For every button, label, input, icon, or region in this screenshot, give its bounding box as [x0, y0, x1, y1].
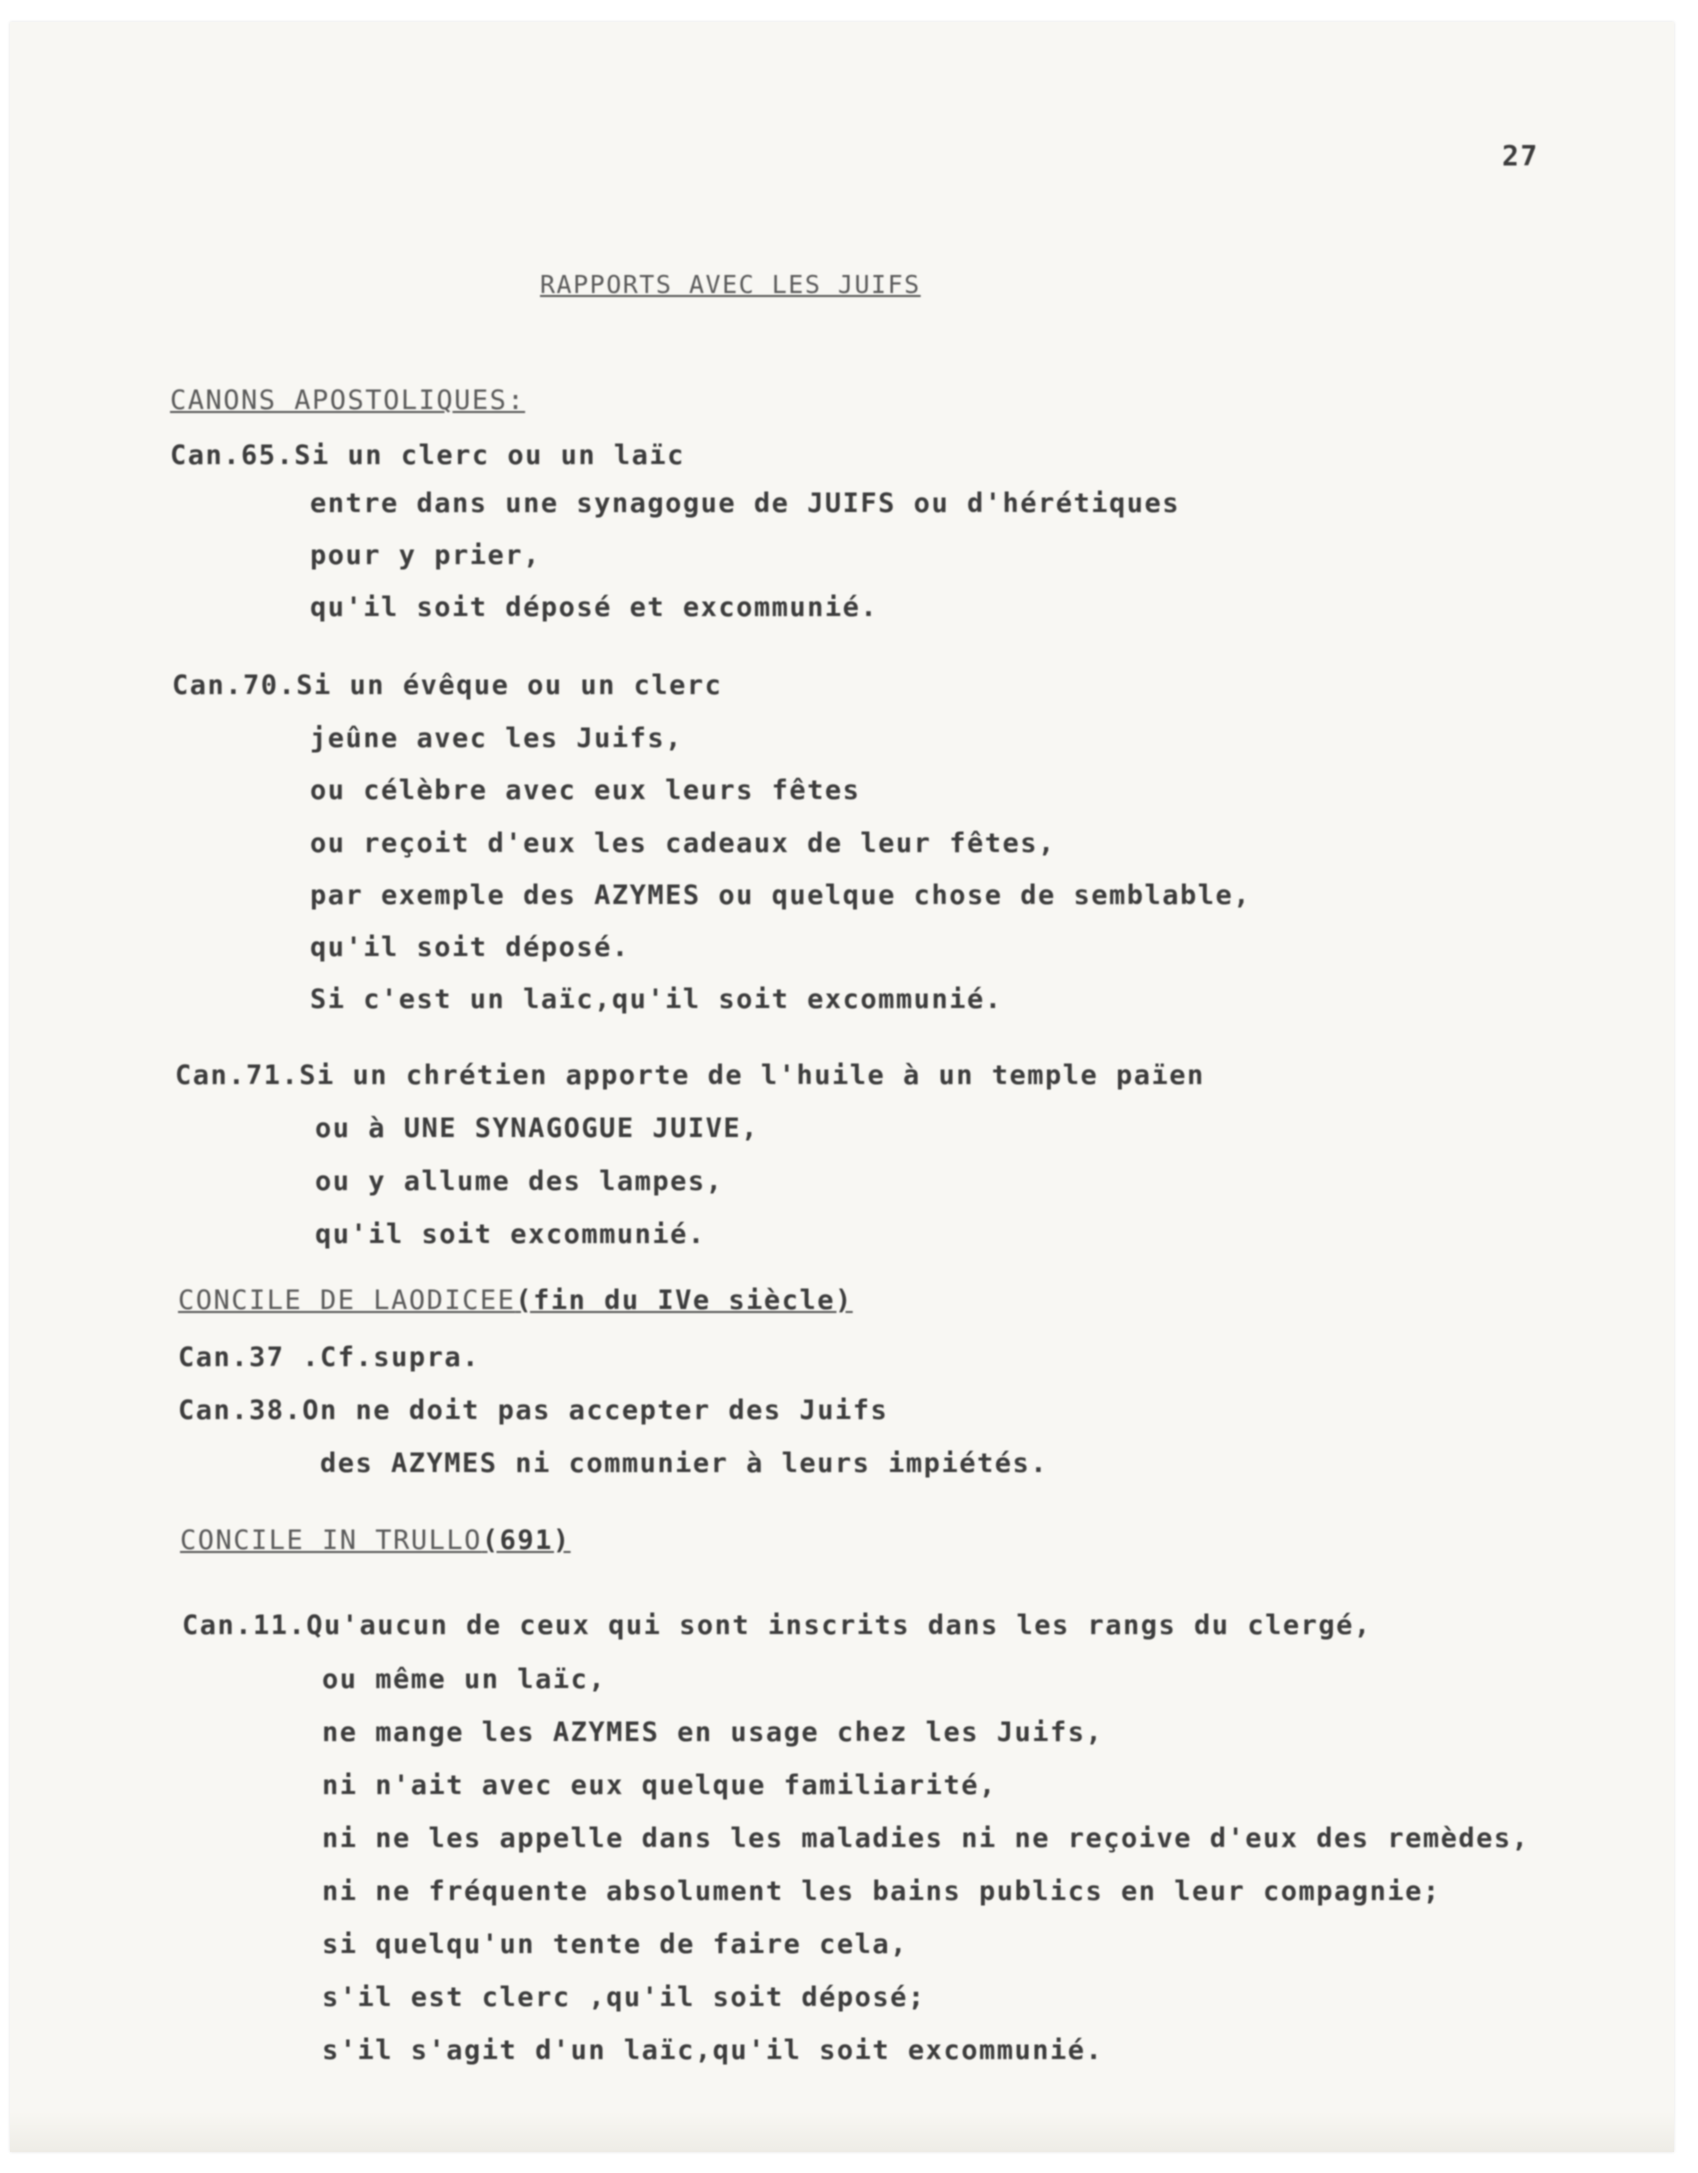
canon-line: Can.38.On ne doit pas accepter des Juifs [178, 1395, 889, 1426]
canon-line: si quelqu'un tente de faire cela, [322, 1929, 908, 1960]
canon-line: Can.65.Si un clerc ou un laïc [170, 440, 685, 471]
canon-line: jeûne avec les Juifs, [310, 723, 683, 754]
canon-line: Can.70.Si un évêque ou un clerc [172, 670, 723, 701]
document-page [10, 22, 1674, 2152]
canon-line: ne mange les AZYMES en usage chez les Juifs, [322, 1717, 1104, 1748]
canon-line: ou reçoit d'eux les cadeaux de leur fêtes, [310, 828, 1056, 859]
canon-line: ou y allume des lampes, [315, 1166, 724, 1197]
section-heading [180, 1527, 571, 1554]
section-heading-text: CONCILE IN TRULLO [180, 1525, 482, 1556]
section-heading-tail: (fin du IVe siècle) [515, 1285, 853, 1316]
canon-line: ni n'ait avec eux quelque familiarité, [322, 1770, 997, 1801]
canon-line: ou même un laïc, [322, 1664, 607, 1695]
page-number: 27 [1502, 139, 1539, 172]
canon-line: Can.37 .Cf.supra. [178, 1342, 480, 1373]
canon-line: Can.11.Qu'aucun de ceux qui sont inscrits dans les rangs du clergé, [182, 1610, 1372, 1641]
section-heading [178, 1287, 853, 1314]
canon-line: ou célèbre avec eux leurs fêtes [310, 775, 861, 806]
canon-line: Can.71.Si un chrétien apporte de l'huile à un temple païen [175, 1060, 1205, 1091]
section-heading [170, 387, 525, 414]
canon-line: entre dans une synagogue de JUIFS ou d'hérétiques [310, 488, 1181, 519]
canon-line: qu'il soit déposé et excommunié. [310, 592, 879, 623]
canon-line: pour y prier, [310, 540, 541, 571]
section-heading-text: CONCILE DE LAODICEE [178, 1285, 516, 1316]
canon-line: ni ne les appelle dans les maladies ni ne reçoive d'eux des remèdes, [322, 1823, 1530, 1854]
canon-line: des AZYMES ni communier à leurs impiétés. [320, 1448, 1048, 1479]
section-heading-tail: (691) [481, 1525, 571, 1556]
canon-line: s'il est clerc ,qu'il soit déposé; [322, 1982, 926, 2013]
canon-line: par exemple des AZYMES ou quelque chose de semblable, [310, 880, 1252, 911]
canon-line: qu'il soit excommunié. [315, 1219, 706, 1250]
document-title: RAPPORTS AVEC LES JUIFS [540, 270, 921, 299]
canon-line: ou à UNE SYNAGOGUE JUIVE, [315, 1113, 759, 1144]
canon-line: qu'il soit déposé. [310, 932, 630, 963]
canon-line: ni ne fréquente absolument les bains publics en leur compagnie; [322, 1876, 1441, 1907]
canon-line: Si c'est un laïc,qu'il soit excommunié. [310, 984, 1003, 1015]
section-heading-text: CANONS APOSTOLIQUES: [170, 385, 526, 416]
canon-line: s'il s'agit d'un laïc,qu'il soit excommunié. [322, 2035, 1104, 2066]
